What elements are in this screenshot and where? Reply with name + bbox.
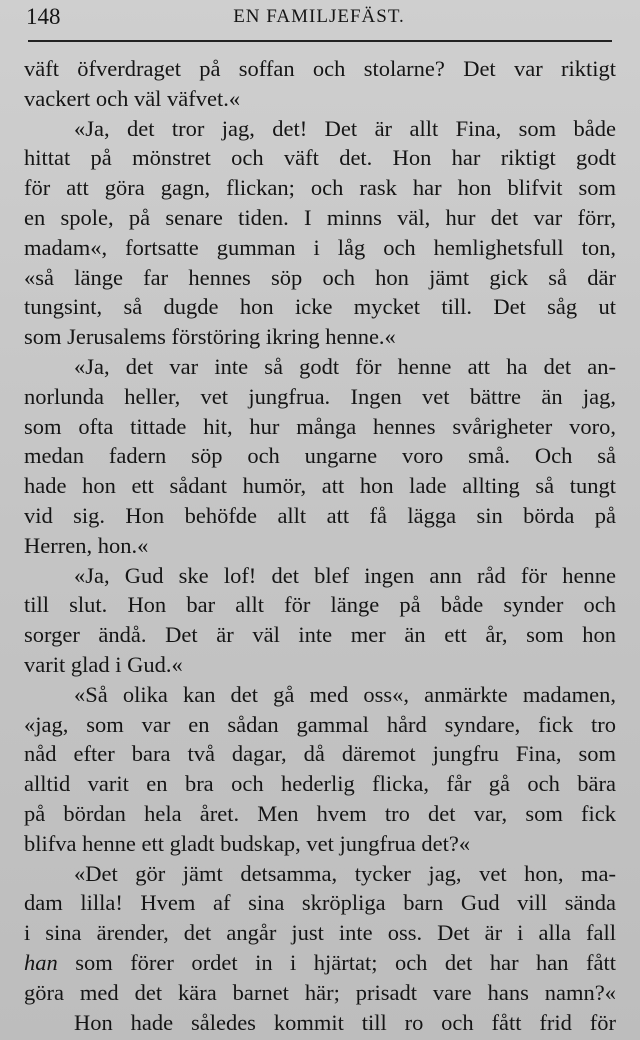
text-line: «jag, som var en sådan gammal hård syndare, fick tro [24,711,616,737]
page-header [26,4,612,38]
text-line: «Ja, Gud ske lof! det blef ingen ann råd för henne [74,562,616,588]
text-line: tungsint, så dugde hon icke mycket till. Det såg ut [24,294,616,320]
text-line: «Ja, det tror jag, det! Det är allt Fina, som både [74,115,616,141]
text-line: madam«, fortsatte gumman i låg och hemlighetsfull ton, [24,234,616,260]
text-line: «Så olika kan det gå med oss«, anmärkte madamen, [74,681,616,707]
page-number: 148 [26,4,61,29]
text-line: i sina ärender, det angår just inte oss. Det är i alla fall [24,920,616,946]
text-line: dam lilla! Hvem af sina skröpliga barn Gud vill sända [24,890,616,916]
text-line: medan fadern söp och ungarne voro små. Och så [24,443,616,469]
text-line-with-italic [24,948,616,978]
text-line: Herren, hon.« [24,532,149,558]
text-line: blifva henne ett gladt budskap, vet jungfrua det?« [24,830,471,856]
header-rule [28,40,612,42]
running-head: EN FAMILJEFÄST. [233,6,405,27]
text-line: vid sig. Hon behöfde allt att få lägga sin börda på [24,502,616,528]
text-line: «Ja, det var inte så godt för henne att ha det an- [74,353,616,379]
text-line: sorger ändå. Det är väl inte mer än ett år, som hon [24,622,616,648]
text-line: nåd efter bara två dagar, då däremot jungfru Fina, som [24,741,616,767]
text-line: varit glad i Gud.« [24,651,183,677]
text-line: vackert och väl väfvet.« [24,85,241,111]
text-line: på bördan hela året. Men hvem tro det var, som fick [24,800,616,826]
text-line: till slut. Hon bar allt för länge på både synder och [24,592,616,618]
text-line-rest: som förer ordet in i hjärtat; och det har han fått [75,949,616,975]
text-line: alltid varit en bra och hederlig flicka, får gå och bära [24,771,616,797]
text-line: som Jerusalems förstöring ikring henne.« [24,324,396,350]
italic-word: han [24,949,58,975]
text-line: väft öfverdraget på soffan och stolarne? Det var riktigt [24,56,616,81]
text-line: hittat på mönstret och väft det. Hon har riktigt godt [24,145,616,171]
text-line: «Det gör jämt detsamma, tycker jag, vet hon, ma- [74,860,616,886]
text-line: norlunda heller, vet jungfrua. Ingen vet bättre än jag, [24,383,616,409]
text-line: en spole, på senare tiden. I minns väl, hur det var förr, [24,204,616,230]
text-line: för att göra gagn, flickan; och rask har hon blifvit som [24,175,616,201]
text-line: som ofta tittade hit, hur många hennes svårigheter voro, [24,413,616,439]
text-line: göra med det kära barnet här; prisadt vare hans namn?« [24,979,616,1005]
text-line: «så länge far hennes söp och hon jämt gick så där [24,264,616,290]
text-line: hade hon ett sådant humör, att hon lade allting så tungt [24,473,616,499]
body-text [24,54,616,1037]
text-line: Hon hade således kommit till ro och fått frid för [74,1009,616,1035]
